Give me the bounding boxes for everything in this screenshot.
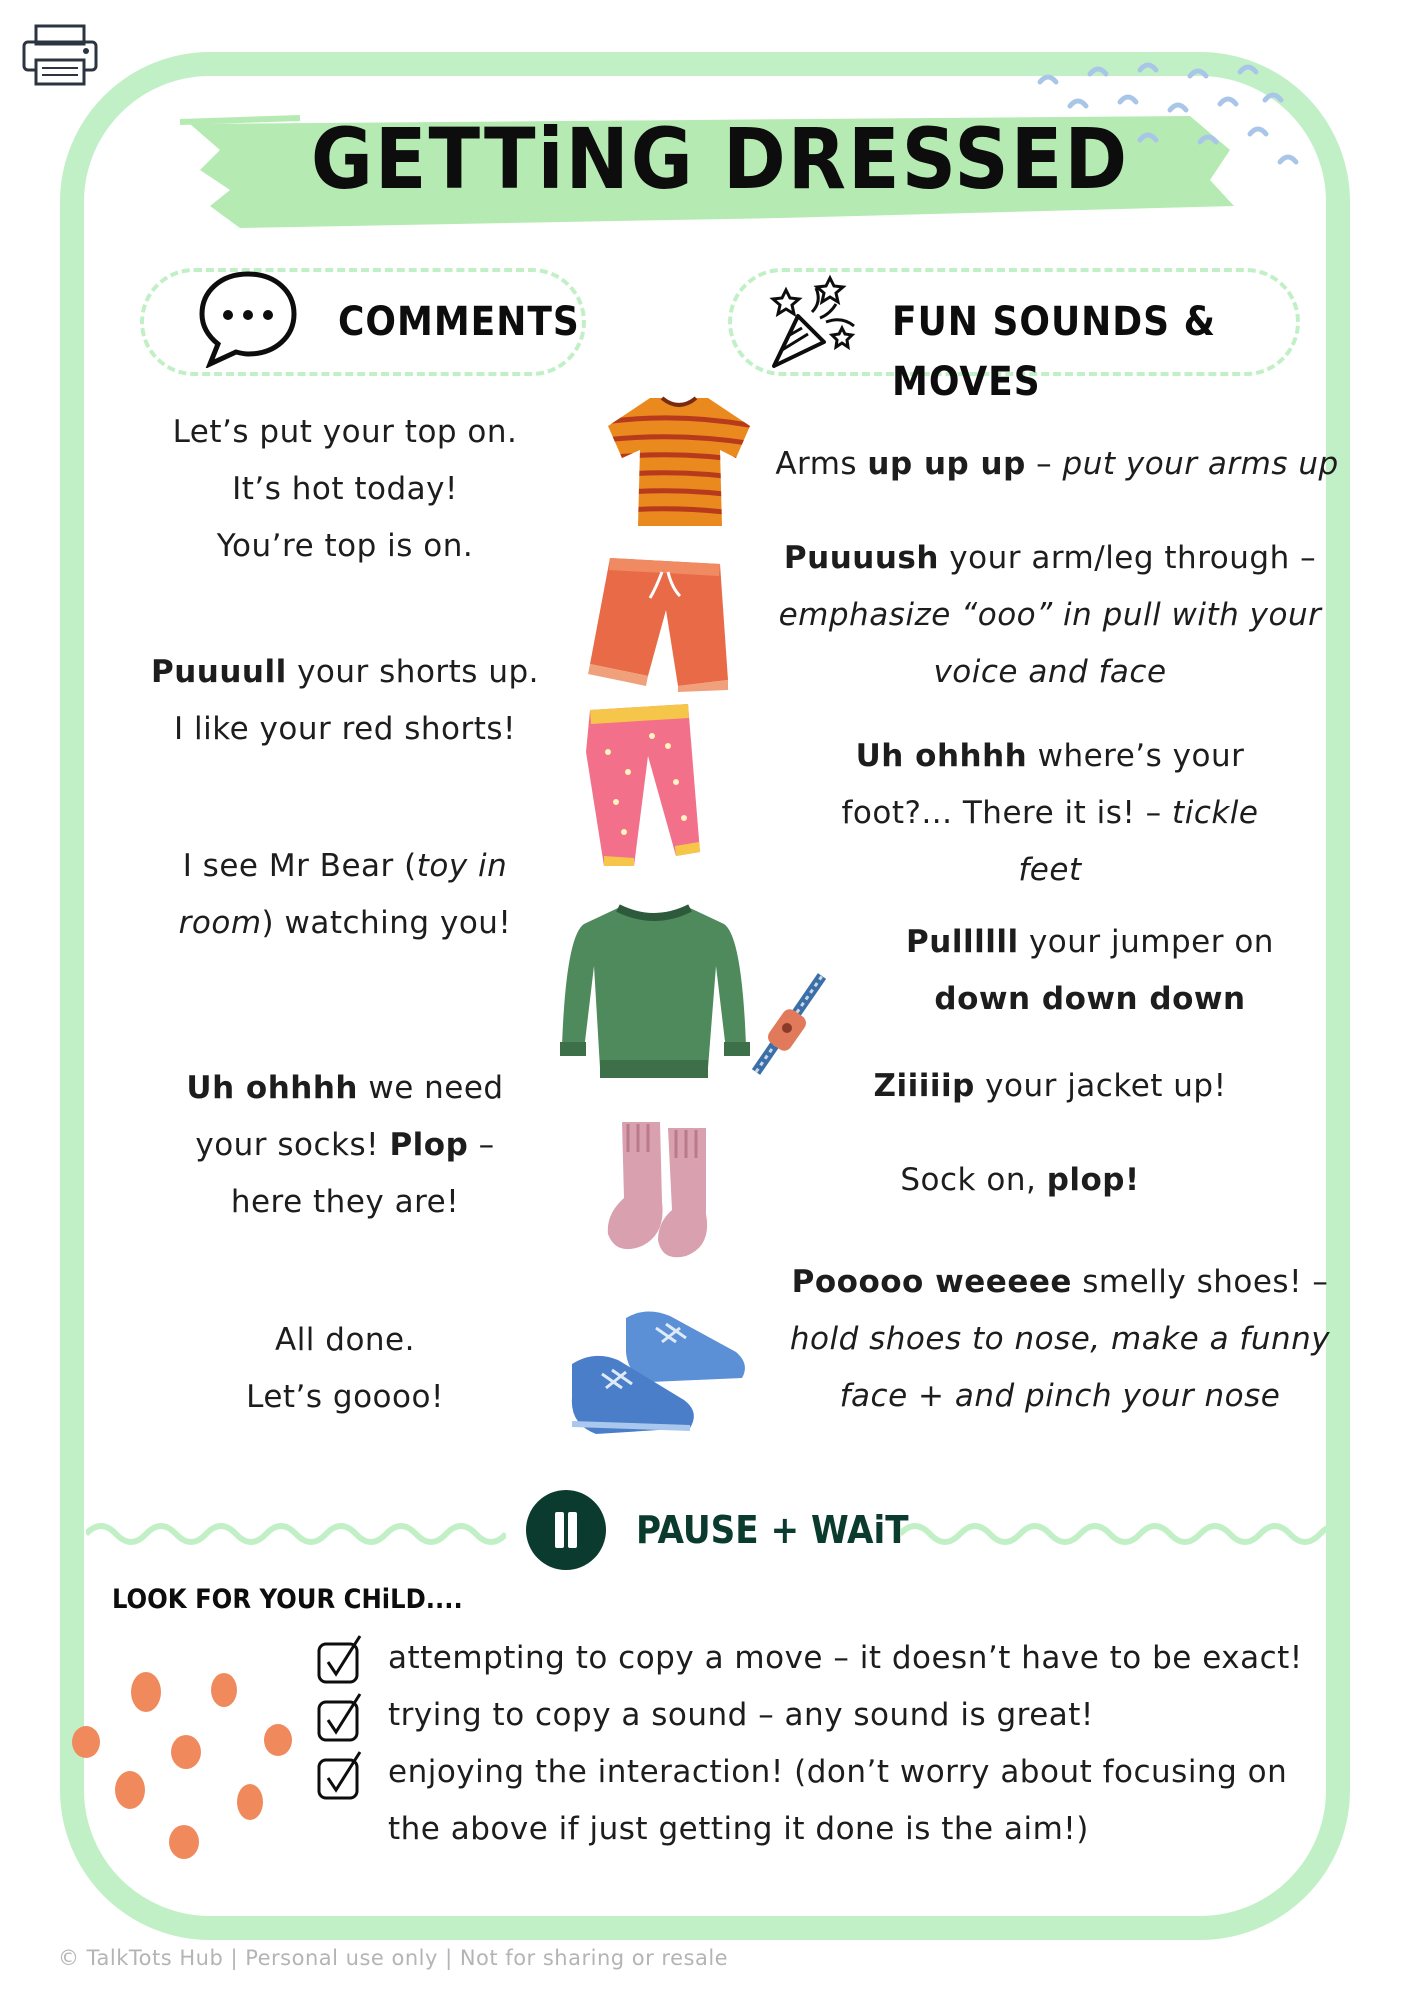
comment-block-socks: Uh ohhhh we need your socks! Plop – here they are! (186, 1070, 504, 1220)
pajama-pants-icon (578, 702, 708, 872)
wave-divider-left (86, 1510, 506, 1550)
fun-sounds-header: FUN SOUNDS & MOVES (892, 299, 1216, 405)
t-shirt-icon (604, 392, 754, 532)
page-title: GETTiNG DRESSED (310, 110, 1130, 208)
fun-block-top: Arms up up up – put your arms up (775, 446, 1339, 482)
comments-header: COMMENTS (338, 299, 580, 345)
chat-bubble-icon (196, 268, 300, 368)
list-item: the above if just getting it done is the aim!) (388, 1811, 1089, 1847)
fun-block-zip: Ziiiiip your jacket up! (873, 1068, 1227, 1104)
decorative-dots (60, 1660, 320, 1860)
printer-icon[interactable] (22, 24, 98, 86)
checkbox-icon (316, 1750, 364, 1802)
fun-block-foot: Uh ohhhh where’s your foot?... There it is! – tickle feet (841, 738, 1259, 888)
checkbox-icon (316, 1692, 364, 1744)
checkbox-icon (316, 1634, 364, 1686)
list-item: attempting to copy a move – it doesn’t have to be exact! (388, 1640, 1303, 1676)
list-item: trying to copy a sound – any sound is great! (388, 1697, 1094, 1733)
fun-block-jumper: Pullllll your jumper on down down down (906, 924, 1274, 1017)
list-item: enjoying the interaction! (don’t worry about focusing on (388, 1754, 1288, 1790)
pause-icon (526, 1490, 606, 1570)
fun-block-push: Puuuush your arm/leg through – emphasize “ooo” in pull with your voice and face (778, 540, 1322, 690)
shorts-icon (582, 552, 732, 692)
jumper-icon (556, 896, 752, 1092)
pause-wait-label: PAUSE + WAiT (636, 1508, 909, 1552)
copyright-footer: © TalkTots Hub | Personal use only | Not for sharing or resale (58, 1946, 729, 1970)
socks-icon (602, 1114, 728, 1264)
comment-block-shorts: Puuuull your shorts up. I like your red shorts! (150, 654, 539, 747)
comment-block-bear: I see Mr Bear (toy in room) watching you! (178, 848, 512, 941)
fun-block-sock: Sock on, plop! (900, 1162, 1140, 1198)
wave-divider-right (900, 1510, 1340, 1550)
party-popper-icon (768, 272, 864, 372)
shoes-icon (566, 1302, 748, 1442)
comment-block-top: Let’s put your top on. It’s hot today! You’re top is on. (172, 414, 518, 564)
look-for-label: LOOK FOR YOUR CHiLD.... (112, 1584, 463, 1615)
checklist (388, 1630, 1318, 1858)
comment-block-done: All done. Let’s goooo! (246, 1322, 444, 1415)
fun-block-shoes: Pooooo weeeee smelly shoes! – hold shoes to nose, make a funny face + and pinch your nose (789, 1264, 1331, 1414)
